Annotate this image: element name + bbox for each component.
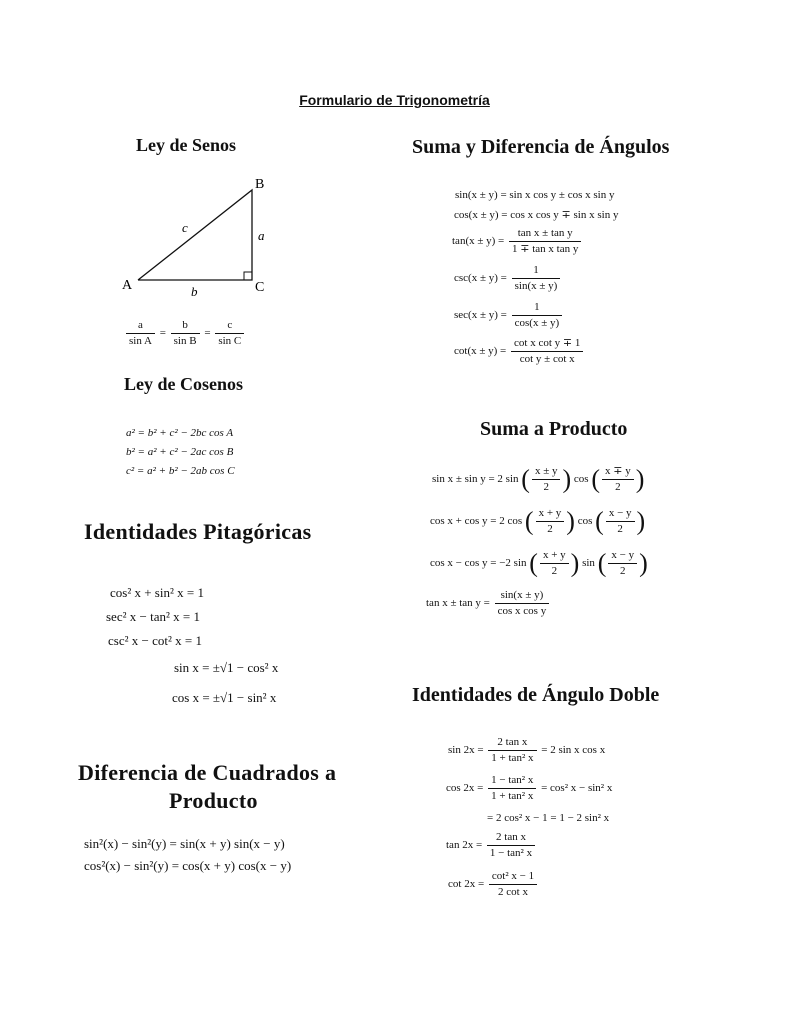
dif-cuadrados-line-2: cos²(x) − sin²(y) = cos(x + y) cos(x − y) [84, 858, 292, 873]
suma-producto-row-4: tan x ± tan y = $\frac{\sin(x \pm y)}{\text{cos x cos y}}$ [426, 590, 551, 617]
ley-cosenos-line-3: c² = a² + b² − 2ab cos C [126, 465, 235, 477]
suma-producto-heading: Suma a Producto [480, 418, 628, 440]
ley-cosenos-line-1: a² = b² + c² − 2bc cos A [126, 427, 234, 439]
suma-producto-row-3: cos x − cos y = −2 sin ( $\frac{x + y}{2}$ ) sin ( $\frac{x - y}{2}$ ) [430, 548, 648, 578]
ratio-c: $\frac{c}{\text{sin C}}$ [215, 320, 244, 347]
ley-cosenos-line-2: b² = a² + c² − 2ac cos B [126, 446, 234, 458]
dif-cuadrados-heading-line-1: Diferencia de Cuadrados a [78, 760, 337, 785]
pitagorica-line-1: cos² x + sin² x = 1 [110, 585, 204, 600]
ratio-a: $\frac{a}{\text{sin A}}$ [126, 320, 155, 347]
right-angle-marker [244, 272, 252, 280]
page-title: Formulario de Trigonometría [299, 92, 490, 108]
vertex-c-label: C [255, 280, 265, 295]
pitagorica-line-2: sec² x − tan² x = 1 [106, 609, 200, 624]
suma-diferencia-sec: sec(x ± y) = $\frac{1}{\cos(x \pm y)}$ [454, 302, 564, 329]
side-a-label: a [258, 228, 265, 243]
pitagorica-line-5: cos x = ±√1 − sin² x [172, 690, 277, 705]
suma-diferencia-csc: csc(x ± y) = $\frac{1}{\sin(x \pm y)}$ [454, 265, 562, 292]
suma-diferencia-heading: Suma y Diferencia de Ángulos [412, 136, 670, 158]
suma-diferencia-sin: sin(x ± y) = sin x cos y ± cos x sin y [455, 189, 615, 201]
vertex-b-label: B [255, 177, 265, 192]
suma-diferencia-tan: tan(x ± y) = $\frac{\text{tan x ± tan y}}{\text{1 ∓ tan x tan y}}$ [452, 228, 583, 255]
ley-cosenos-heading: Ley de Cosenos [124, 374, 244, 394]
ratio-b: $\frac{b}{\text{sin B}}$ [171, 320, 200, 347]
angulo-doble-tan: tan 2x = $\frac{\text{2 tan x}}{\text{1 − tan² x}}$ [446, 832, 537, 859]
angulo-doble-sin: sin 2x = $\frac{\text{2 tan x}}{\text{1 + tan² x}}$ = 2 sin x cos x [448, 736, 606, 764]
angulo-doble-cot: cot 2x = $\frac{\text{cot² x − 1}}{\text{2 cot x}}$ [448, 871, 539, 898]
right-triangle-diagram [118, 170, 278, 300]
side-b-label: b [191, 284, 198, 299]
dif-cuadrados-heading-line-2: Producto [169, 788, 258, 813]
angulo-doble-heading: Identidades de Ángulo Doble [412, 684, 660, 706]
suma-producto-row-1: sin x ± sin y = 2 sin ( $\frac{x \pm y}{2}$ ) cos ( $\frac{x \mp y}{2}$ ) [432, 464, 645, 494]
side-c-label: c [182, 220, 188, 235]
vertex-a-label: A [122, 278, 133, 293]
triangle-shape [138, 190, 252, 280]
suma-diferencia-cos: cos(x ± y) = cos x cos y ∓ sin x sin y [454, 209, 619, 221]
dif-cuadrados-line-1: sin²(x) − sin²(y) = sin(x + y) sin(x − y) [84, 836, 285, 851]
suma-diferencia-cot: cot(x ± y) = $\frac{\text{cot x cot y ∓ 1}}{\text{cot y ± cot x}}$ [454, 338, 585, 365]
pitagoricas-heading: Identidades Pitagóricas [84, 519, 312, 544]
ley-senos-heading: Ley de Senos [136, 135, 237, 155]
ley-senos-formula: $\frac{a}{\text{sin A}}$ = $\frac{b}{\text{sin B}}$ = $\frac{c}{\text{sin C}}$ [124, 320, 246, 347]
pitagorica-line-3: csc² x − cot² x = 1 [108, 633, 202, 648]
angulo-doble-cos-alt: = 2 cos² x − 1 = 1 − 2 sin² x [487, 812, 610, 824]
angulo-doble-cos: cos 2x = $\frac{\text{1 − tan² x}}{\text{1 + tan² x}}$ = cos² x − sin² x [446, 774, 613, 802]
suma-producto-row-2: cos x + cos y = 2 cos ( $\frac{x + y}{2}$ ) cos ( $\frac{x - y}{2}$ ) [430, 506, 646, 536]
pitagorica-line-4: sin x = ±√1 − cos² x [174, 660, 279, 675]
